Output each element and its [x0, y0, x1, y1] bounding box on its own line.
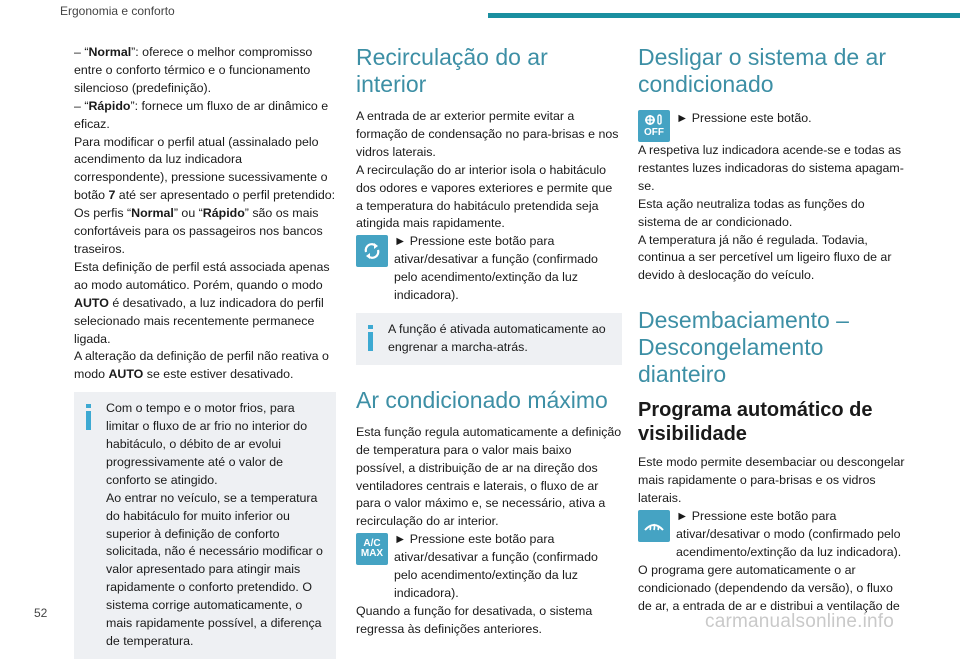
max-ac-step-text: ► Pressione este botão para ativar/desativar a função (confirmado pelo acendimento/extinção da luz indicadora). — [394, 532, 598, 600]
recirc-paragraph-2: A recirculação do ar interior isola o habitáculo dos odores e vapores exteriores e permite que a temperatura do habitáculo pretendida seja atingida mais rapidamente. — [356, 162, 613, 231]
ac-off-step — [638, 108, 906, 142]
auto-mode-paragraph: Esta definição de perfil está associada apenas ao modo automático. Porém, quando o modo AUTO é desativado, a luz indicadora do perfil selecionado mais recentemente permanece ligada. — [74, 259, 330, 346]
column-2 — [356, 44, 622, 639]
profile-change-paragraph: A alteração da definição de perfil não reativa o modo AUTO se este estiver desativado. — [74, 349, 329, 382]
max-ac-step — [356, 531, 622, 603]
ac-off-paragraph-2: Esta ação neutraliza todas as funções do sistema de ar condicionado. — [638, 196, 865, 229]
ac-max-icon: A/C MAX — [356, 533, 388, 565]
visibility-program-paragraph: O programa gere automaticamente o ar condicionado (dependendo da versão), o fluxo de ar, a entrada de ar e distribui a ventilação de — [638, 562, 900, 613]
recirc-step-text: ► Pressione este botão para ativar/desativar a função (confirmado pelo acendimento/extinção da luz indicadora). — [394, 234, 598, 303]
page-number: 52 — [34, 606, 48, 620]
ac-off-paragraph-3: A temperatura já não é regulada. Todavia, continua a ser percetível um ligeiro fluxo de ar devido à deslocação do veículo. — [638, 232, 892, 283]
windscreen-demist-icon — [638, 510, 670, 542]
heading-demist: Desembaciamento – Descongelamento dianteiro — [638, 307, 849, 388]
max-ac-off-paragraph: Quando a função for desativada, o sistema regressa às definições anteriores. — [356, 603, 593, 636]
header-section-title: Ergonomia e conforto — [60, 4, 175, 18]
header-accent-bar — [488, 13, 960, 18]
note-text-1: Com o tempo e o motor frios, para limitar o fluxo de ar frio no interior do habitáculo, o débito de ar evolui progressivamente até o valor de conforto se atingido. — [106, 401, 308, 487]
recirc-paragraph-1: A entrada de ar exterior permite evitar a formação de condensação no para-brisas e nos vidros laterais. — [356, 109, 619, 159]
max-ac-paragraph: Esta função regula automaticamente a definição de temperatura para o valor mais baixo possível, a distribuição de ar na direção dos ventiladores centrais e laterais, o fluxo de ar para o valor máximo e, se necessário, ativa a recirculação do ar interior. — [356, 424, 622, 529]
note-text-2: Ao entrar no veículo, se a temperatura do habitáculo for muito inferior ou superior à definição de conforto solicitada, não é necessário modificar o valor apresentado para atingir mais rapidamente o conforto pretendido. O sistema corrige automaticamente, o mais rapidamente possível, a diferença de temperatura. — [106, 490, 323, 648]
info-note-cold-engine — [74, 392, 336, 659]
heading-ac-off: Desligar o sistema de ar condicionado — [638, 44, 886, 97]
ac-off-step-text: ► Pressione este botão. — [676, 111, 812, 125]
recirc-step — [356, 233, 622, 305]
modify-profile-paragraph: Para modificar o perfil atual (assinalado pelo acendimento da luz indicadora correspondente), pressione sucessivamente o botão 7 até ser apresentado o perfil pretendido: — [74, 134, 336, 203]
column-3 — [638, 44, 906, 615]
heading-visibility-program: Programa automático de visibilidade — [638, 399, 873, 446]
info-icon — [366, 325, 374, 351]
ac-off-icon: OFF — [638, 110, 670, 142]
profile-fast-item: – “Rápido”: fornece um fluxo de ar dinâmico e eficaz. — [74, 98, 329, 131]
info-icon — [84, 404, 92, 430]
column-1 — [74, 44, 336, 659]
visibility-step-text: ► Pressione este botão para ativar/desativar o modo (confirmado pelo acendimento/extinção da luz indicadora). — [676, 508, 902, 559]
visibility-step — [638, 508, 906, 562]
profile-normal-item: – “Normal”: oferece o melhor compromisso entre o conforto térmico e o funcionamento silencioso (predefinição). — [74, 45, 313, 95]
note-reverse-text: A função é ativada automaticamente ao engrenar a marcha-atrás. — [388, 321, 606, 354]
comfort-profiles-paragraph: Os perfis “Normal” ou “Rápido” são os mais confortáveis para os passageiros nos bancos traseiros. — [74, 206, 323, 256]
recirculation-icon — [356, 235, 388, 267]
heading-recirculation: Recirculação do ar interior — [356, 44, 548, 97]
visibility-paragraph: Este modo permite desembaciar ou descongelar mais rapidamente o para-brisas e os vidros laterais. — [638, 455, 905, 506]
ac-off-paragraph-1: A respetiva luz indicadora acende-se e todas as restantes luzes indicadoras do sistema apagam-se. — [638, 143, 904, 193]
heading-max-ac: Ar condicionado máximo — [356, 386, 608, 413]
watermark: carmanualsonline.info — [705, 611, 895, 632]
info-note-reverse — [356, 313, 622, 365]
